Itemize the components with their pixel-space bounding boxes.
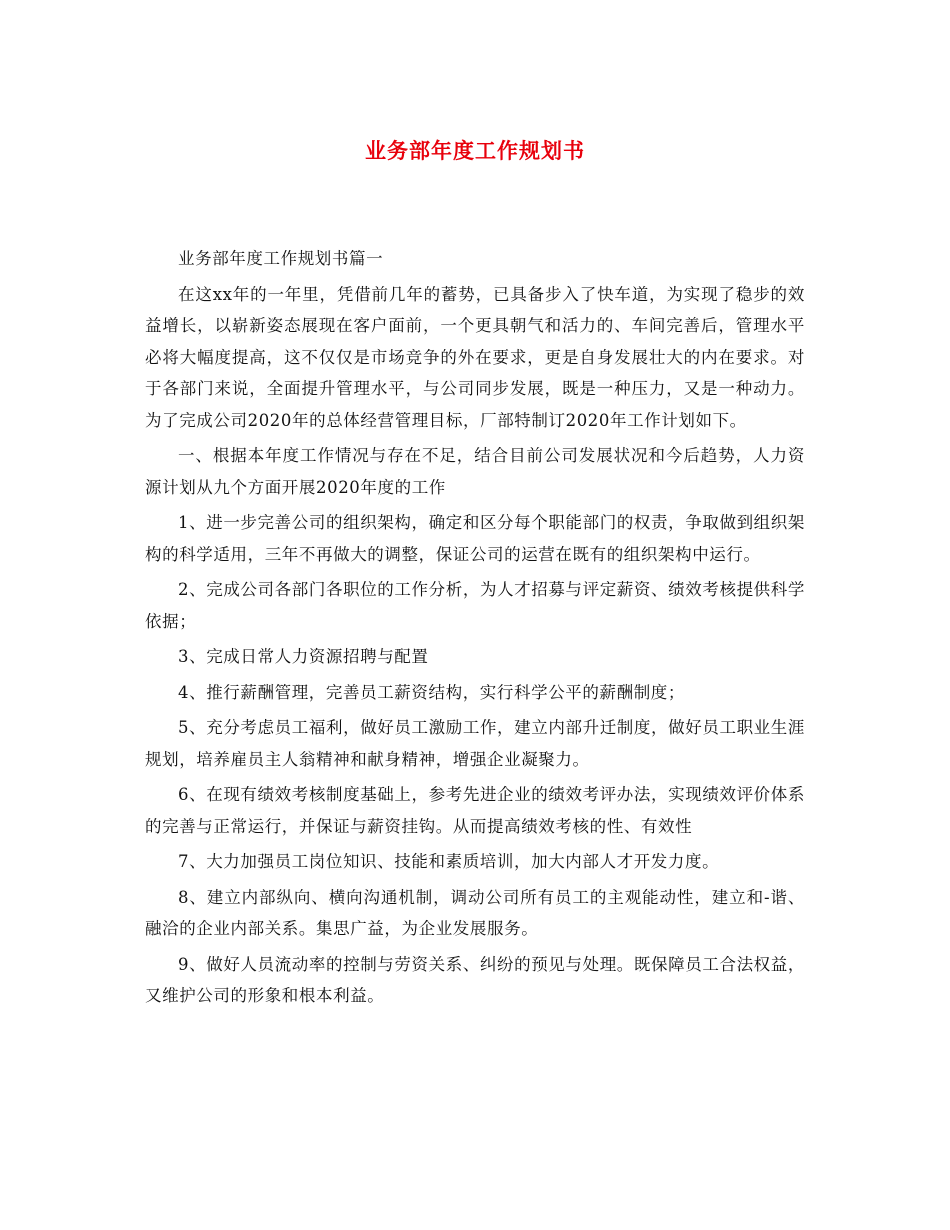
plan-item: 8、建立内部纵向、横向沟通机制，调动公司所有员工的主观能动性，建立和-谐、融洽的企业内部关系。集思广益，为企业发展服务。: [145, 887, 805, 938]
plan-overview-paragraph: 一、根据本年度工作情况与存在不足，结合目前公司发展状况和今后趋势，人力资源计划从九个方面开展2020年度的工作: [145, 446, 805, 497]
plan-item: 1、进一步完善公司的组织架构，确定和区分每个职能部门的权责，争取做到组织架构的科学适用，三年不再做大的调整，保证公司的运营在既有的组织架构中运行。: [145, 513, 805, 564]
plan-item: 6、在现有绩效考核制度基础上，参考先进企业的绩效考评办法，实现绩效评价体系的完善与正常运行，并保证与薪资挂钩。从而提高绩效考核的性、有效性: [145, 785, 805, 836]
plan-item: 4、推行薪酬管理，完善员工薪资结构，实行科学公平的薪酬制度；: [178, 682, 685, 702]
plan-item: 3、完成日常人力资源招聘与配置: [178, 647, 429, 666]
plan-item: 9、做好人员流动率的控制与劳资关系、纠纷的预见与处理。既保障员工合法权益，又维护公司的形象和根本利益。: [145, 954, 805, 1005]
plan-item: 7、大力加强员工岗位知识、技能和素质培训，加大内部人才开发力度。: [178, 852, 720, 871]
intro-paragraph: 在这xx年的一年里，凭借前几年的蓄势，已具备步入了快车道，为实现了稳步的效益增长，以崭新姿态展现在客户面前，一个更具朝气和活力的、车间完善后，管理水平必将大幅度提高，这不仅仅是市场竞争的外在要求，更是自身发展壮大的内在要求。对于各部门来说，全面提升管理水平，与公司同步发展，既是一种压力，又是一种动力。为了完成公司2020年的总体经营管理目标，厂部特制订2020年工作计划如下。: [145, 284, 805, 430]
section-heading: 业务部年度工作规划书篇一: [178, 249, 384, 268]
plan-item: 5、充分考虑员工福利，做好员工激励工作，建立内部升迁制度，做好员工职业生涯规划，培养雇员主人翁精神和献身精神，增强企业凝聚力。: [145, 718, 805, 769]
document-body: [145, 243, 805, 1016]
document-title: 业务部年度工作规划书: [365, 138, 585, 163]
plan-item: 2、完成公司各部门各职位的工作分析，为人才招募与评定薪资、绩效考核提供科学依据；: [145, 580, 805, 631]
